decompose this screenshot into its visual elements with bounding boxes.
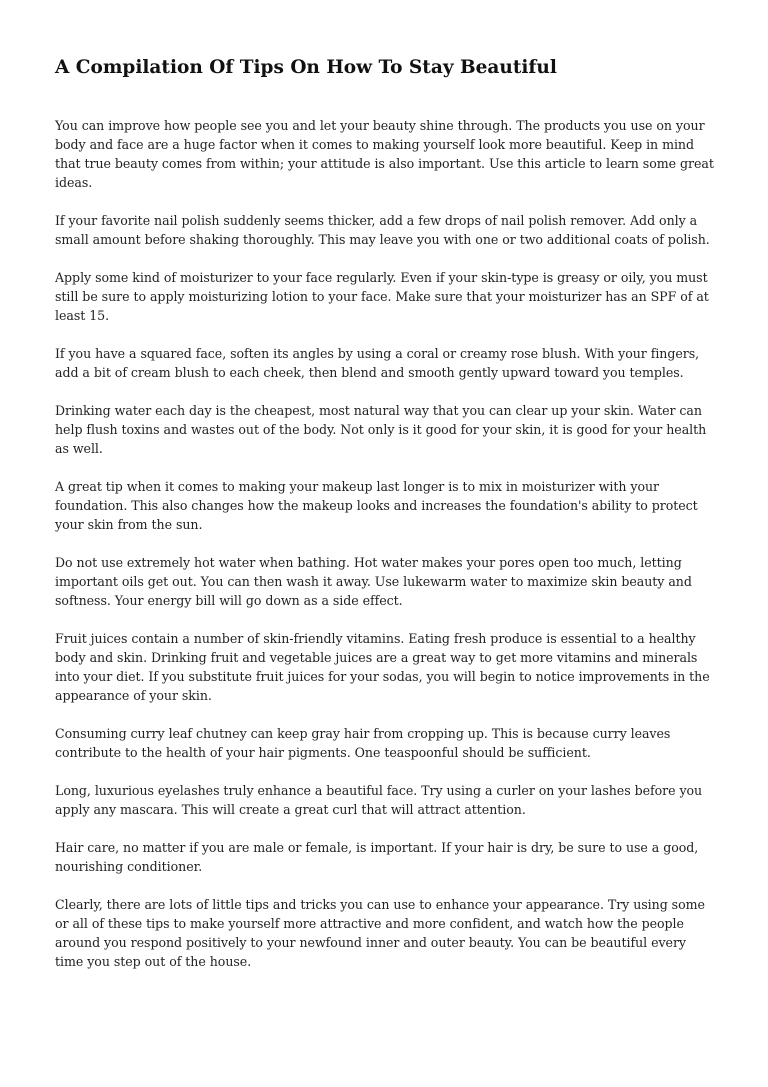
paragraph-hot-water: Do not use extremely hot water when bathing. Hot water makes your pores open too much, letting important oils get out. You can then wash it away. Use lukewarm water to maximize skin beauty and softness. Your energy bill will go down as a side effect. — [55, 555, 692, 608]
paragraph-moisturizer: Apply some kind of moisturizer to your face regularly. Even if your skin-type is greasy or oily, you must still be sure to apply moisturizing lotion to your face. Make sure that your moisturizer has an SPF of at least 15. — [55, 270, 709, 323]
paragraph-conclusion: Clearly, there are lots of little tips and tricks you can use to enhance your appearance. Try using some or all of these tips to make yourself more attractive and more confident, and watch how the people around you respond positively to your newfound inner and outer beauty. You can be beautiful every time you step out of the house. — [55, 897, 705, 969]
paragraph-eyelashes: Long, luxurious eyelashes truly enhance a beautiful face. Try using a curler on your lashes before you apply any mascara. This will create a great curl that will attract attention. — [55, 783, 703, 817]
paragraph-nail-polish: If your favorite nail polish suddenly seems thicker, add a few drops of nail polish remover. Add only a small amount before shaking thoroughly. This may leave you with one or two additional coats of polish. — [55, 213, 710, 247]
paragraph-squared-face: If you have a squared face, soften its angles by using a coral or creamy rose blush. With your fingers, add a bit of cream blush to each cheek, then blend and smooth gently upward toward you temples. — [55, 346, 700, 380]
document-page — [55, 56, 715, 990]
document-title: A Compilation Of Tips On How To Stay Beautiful — [55, 57, 557, 78]
paragraph-fruit-juices: Fruit juices contain a number of skin-friendly vitamins. Eating fresh produce is essential to a healthy body and skin. Drinking fruit and vegetable juices are a great way to get more vitamins and minerals into your diet. If you substitute fruit juices for your sodas, you will begin to notice improvements in the appearance of your skin. — [55, 631, 710, 703]
paragraph-makeup-last-longer: A great tip when it comes to making your makeup last longer is to mix in moisturizer with your foundation. This also changes how the makeup looks and increases the foundation's ability to protect your skin from the sun. — [55, 479, 698, 532]
paragraph-curry-leaf: Consuming curry leaf chutney can keep gray hair from cropping up. This is because curry leaves contribute to the health of your hair pigments. One teaspoonful should be sufficient. — [55, 726, 671, 760]
paragraph-hair-care: Hair care, no matter if you are male or female, is important. If your hair is dry, be sure to use a good, nourishing conditioner. — [55, 840, 699, 874]
paragraph-drinking-water: Drinking water each day is the cheapest, most natural way that you can clear up your skin. Water can help flush toxins and wastes out of the body. Not only is it good for your skin, it is good for your health as well. — [55, 403, 707, 456]
paragraph-intro: You can improve how people see you and let your beauty shine through. The products you use on your body and face are a huge factor when it comes to making yourself look more beautiful. Keep in mind that true beauty comes from within; your attitude is also important. Use this article to learn some great ideas. — [55, 118, 714, 190]
